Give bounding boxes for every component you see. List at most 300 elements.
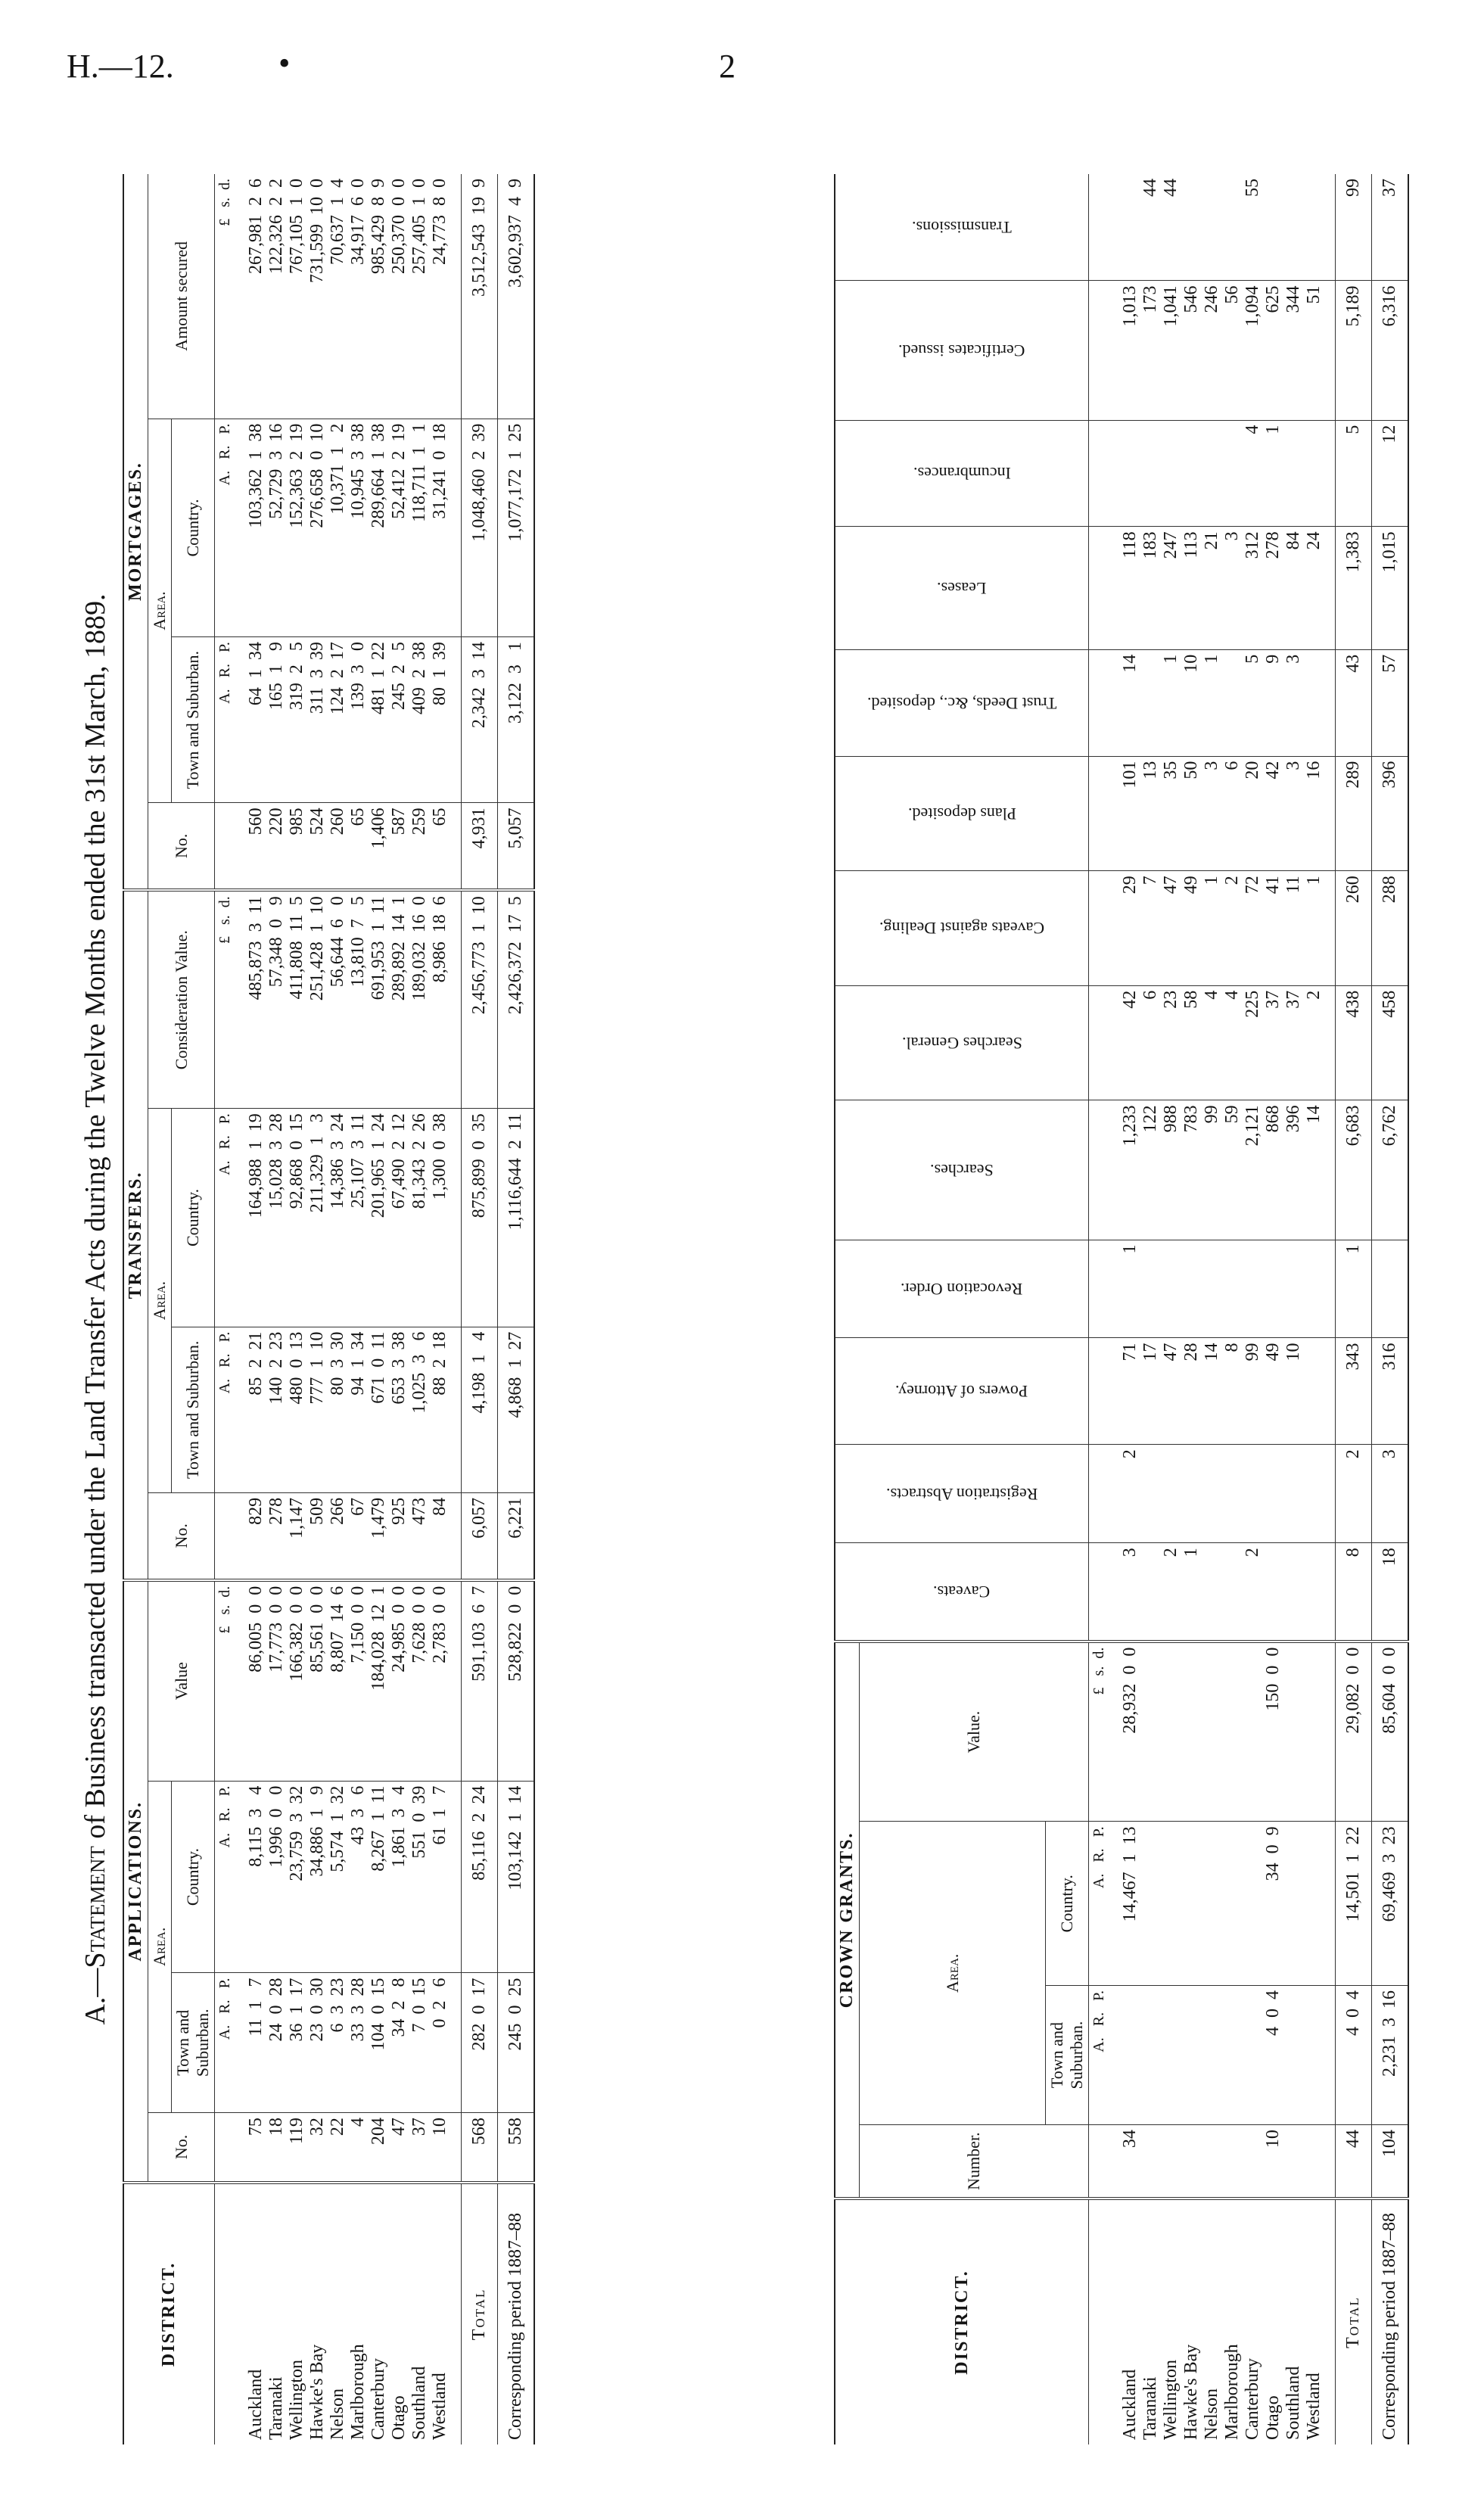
cell-country: 14,467 1 13 (1109, 1822, 1140, 1986)
cell-a-country: 5,574 1 32 (328, 1781, 348, 1973)
district-cell: Westland (1304, 2373, 1324, 2440)
table-row (307, 174, 328, 2444)
cell-m-amount: 3,602,937 4 9 (498, 174, 535, 419)
cell-a-country: 85,116 2 24 (462, 1781, 498, 1973)
cell-m-no: 560 (235, 803, 266, 890)
cell-m-no: 524 (307, 803, 328, 890)
cell-col-7: 13 (1140, 756, 1161, 871)
cell-country (1161, 1822, 1181, 1986)
cell-col-10 (1202, 420, 1222, 527)
cell-col-8: 14 (1109, 649, 1140, 756)
transfers-header: TRANSFERS. (123, 890, 148, 1580)
app-no-header: No. (148, 2113, 215, 2183)
cell-col-3 (1202, 1240, 1222, 1338)
cell-a-no: 119 (287, 2113, 307, 2183)
cell-town (1140, 1986, 1161, 2125)
cell-t-value: 289,892 14 1 (389, 890, 409, 1108)
page-number: 2 (719, 48, 736, 85)
cell-col-1: 2 (1109, 1445, 1140, 1543)
mo-country-header: Country. (172, 419, 215, 636)
cell-col-2: 17 (1140, 1338, 1161, 1445)
unit-area: A. R. P. (215, 1781, 236, 1973)
cell-col-8: 43 (1336, 649, 1372, 756)
cell-t-country: 67,490 2 12 (389, 1109, 409, 1327)
cell-t-country: 15,028 3 28 (266, 1109, 287, 1327)
cell-col-12 (1109, 174, 1140, 281)
table-row (1304, 174, 1336, 2444)
cell-col-12: 44 (1140, 174, 1161, 281)
cell-col-9: 247 (1161, 527, 1181, 649)
cell-col-1 (1243, 1445, 1263, 1543)
cell-col-0: 8 (1336, 1543, 1372, 1642)
cell-number (1161, 2125, 1181, 2199)
cell-m-town: 80 1 39 (430, 637, 462, 803)
cell-col-11: 6,316 (1372, 281, 1409, 420)
cell-m-no: 985 (287, 803, 307, 890)
cell-col-9: 118 (1109, 527, 1140, 649)
unit-money: £ s. d. (215, 890, 236, 1108)
cell-t-town: 4,868 1 27 (498, 1327, 535, 1492)
cell-col-11: 5,189 (1336, 281, 1372, 420)
cell-a-no: 22 (328, 2113, 348, 2183)
cell-m-country: 52,729 3 16 (266, 419, 287, 636)
cell-m-amount: 985,429 8 9 (369, 174, 389, 419)
cell-col-10: 4 (1243, 420, 1263, 527)
cell-col-8: 3 (1283, 649, 1304, 756)
cell-col-0: 18 (1372, 1543, 1409, 1642)
cell-col-9: 21 (1202, 527, 1222, 649)
cell-t-no: 1,479 (369, 1492, 389, 1579)
cell-value (1161, 1642, 1181, 1822)
cell-a-no: 75 (235, 2113, 266, 2183)
cell-col-2: 10 (1283, 1338, 1304, 1445)
cell-country (1283, 1822, 1304, 1986)
cell-a-value: 528,822 0 0 (498, 1580, 535, 1781)
title-smallcaps: Statement (79, 1846, 111, 1968)
cell-col-8: 10 (1181, 649, 1202, 756)
cell-col-10 (1140, 420, 1161, 527)
cell-m-town: 311 3 39 (307, 637, 328, 803)
cell-col-6: 41 (1263, 871, 1283, 986)
district-cell: Canterbury (369, 2358, 388, 2440)
cell-col-1: 2 (1336, 1445, 1372, 1543)
cg-country-header: Country. (1046, 1822, 1089, 1986)
district-cell: Southland (409, 2366, 429, 2440)
cell-col-5: 58 (1181, 985, 1202, 1100)
col-caveats: Caveats. (933, 1582, 991, 1601)
cg-number-header: Number. (860, 2125, 1089, 2199)
cell-col-12: 37 (1372, 174, 1409, 281)
cell-col-11: 546 (1181, 281, 1202, 420)
cell-t-no: 925 (389, 1492, 409, 1579)
cell-col-8: 9 (1263, 649, 1283, 756)
cell-m-no: 4,931 (462, 803, 498, 890)
cell-town (1304, 1986, 1336, 2125)
district-cell: Westland (430, 2373, 450, 2440)
cell-col-8: 1 (1202, 649, 1222, 756)
cell-col-1 (1283, 1445, 1304, 1543)
cell-col-0: 2 (1161, 1543, 1181, 1642)
cell-col-2 (1304, 1338, 1336, 1445)
cell-t-country: 81,343 2 26 (409, 1109, 430, 1327)
cell-m-amount: 122,326 2 2 (266, 174, 287, 419)
col-searches: Searches. (930, 1160, 994, 1180)
cell-a-no: 4 (348, 2113, 369, 2183)
cell-col-5: 23 (1161, 985, 1181, 1100)
unit-area: A. R. P. (215, 419, 236, 636)
cell-col-4: 988 (1161, 1100, 1181, 1240)
cell-col-3 (1283, 1240, 1304, 1338)
cell-col-1 (1140, 1445, 1161, 1543)
cell-m-amount: 3,512,543 19 9 (462, 174, 498, 419)
cell-town (1161, 1986, 1181, 2125)
unit-area: A. R. P. (215, 1109, 236, 1327)
district-cell: Southland (1283, 2366, 1303, 2440)
cell-col-3: 1 (1109, 1240, 1140, 1338)
cell-a-no: 18 (266, 2113, 287, 2183)
cell-a-value: 2,783 0 0 (430, 1580, 462, 1781)
cell-col-12: 99 (1336, 174, 1372, 281)
cell-t-no: 278 (266, 1492, 287, 1579)
cell-col-5: 4 (1222, 985, 1243, 1100)
table-row (409, 174, 430, 2444)
cell-m-country: 1,077,172 1 25 (498, 419, 535, 636)
rotated-statement (70, 144, 1424, 2475)
cell-m-country: 289,664 1 38 (369, 419, 389, 636)
table-row (1263, 174, 1283, 2444)
cell-col-2: 28 (1181, 1338, 1202, 1445)
crown-grants-table (834, 174, 1409, 2444)
cell-m-country: 1,048,460 2 39 (462, 419, 498, 636)
cell-col-6: 288 (1372, 871, 1409, 986)
cell-m-no: 259 (409, 803, 430, 890)
page-dot: • (278, 45, 291, 82)
district-cell: Total (462, 2183, 498, 2444)
cell-country (1222, 1822, 1243, 1986)
cell-a-value: 166,382 0 0 (287, 1580, 307, 1781)
cell-t-country: 875,899 0 35 (462, 1109, 498, 1327)
cell-col-1 (1202, 1445, 1222, 1543)
cell-a-town: 6 3 23 (328, 1973, 348, 2113)
cell-col-0: 1 (1181, 1543, 1202, 1642)
cell-country: 69,469 3 23 (1372, 1822, 1409, 1986)
cell-t-no: 6,057 (462, 1492, 498, 1579)
cg-town-header: Town and Suburban. (1046, 1986, 1089, 2125)
cell-country (1243, 1822, 1263, 1986)
cell-col-7: 35 (1161, 756, 1181, 871)
cell-m-country: 52,412 2 19 (389, 419, 409, 636)
cell-col-0: 3 (1109, 1543, 1140, 1642)
cell-a-country: 1,996 0 0 (266, 1781, 287, 1973)
mortgages-header: MORTGAGES. (123, 174, 148, 890)
cell-col-7: 3 (1283, 756, 1304, 871)
cell-a-town: 33 3 28 (348, 1973, 369, 2113)
cell-m-town: 64 1 34 (235, 637, 266, 803)
table-row (462, 174, 498, 2444)
cell-m-no: 65 (430, 803, 462, 890)
cell-value (1304, 1642, 1336, 1822)
district-cell: Marlborough (1222, 2344, 1242, 2440)
cell-a-town: 104 0 15 (369, 1973, 389, 2113)
cell-col-5: 458 (1372, 985, 1409, 1100)
cell-t-town: 88 2 18 (430, 1327, 462, 1492)
cell-col-3: 1 (1336, 1240, 1372, 1338)
cell-t-no: 67 (348, 1492, 369, 1579)
district-cell: Otago (1263, 2395, 1283, 2440)
cell-col-3 (1304, 1240, 1336, 1338)
cell-col-10 (1283, 420, 1304, 527)
cell-m-amount: 34,917 6 0 (348, 174, 369, 419)
cell-col-10 (1181, 420, 1202, 527)
cell-col-12 (1222, 174, 1243, 281)
cell-col-4: 868 (1263, 1100, 1283, 1240)
unit-area: A. R. P. (215, 1973, 236, 2113)
cell-a-no: 558 (498, 2113, 535, 2183)
col-trust-deeds: Trust Deeds, &c., deposited. (866, 693, 1057, 713)
table-row (1140, 174, 1161, 2444)
col-transmissions: Transmissions. (912, 218, 1012, 238)
cell-col-12 (1304, 174, 1336, 281)
table-row (328, 174, 348, 2444)
cell-m-country: 10,945 3 38 (348, 419, 369, 636)
cell-t-country: 1,300 0 38 (430, 1109, 462, 1327)
cell-a-country: 103,142 1 14 (498, 1781, 535, 1973)
cell-col-7: 20 (1243, 756, 1263, 871)
table-row (235, 174, 266, 2444)
cell-col-8 (1140, 649, 1161, 756)
cell-col-4: 783 (1181, 1100, 1202, 1240)
cell-value (1243, 1642, 1263, 1822)
cell-town (1109, 1986, 1140, 2125)
cell-col-10 (1109, 420, 1140, 527)
cell-col-12: 55 (1243, 174, 1263, 281)
cell-col-3 (1263, 1240, 1283, 1338)
district-cell: Auckland (1120, 2369, 1140, 2440)
cell-town (1243, 1986, 1263, 2125)
cell-col-9: 1,015 (1372, 527, 1409, 649)
district-cell: Corresponding period 1887–88 (498, 2183, 535, 2444)
crown-grants-table-body (1089, 174, 1409, 2444)
cell-m-no: 1,406 (369, 803, 389, 890)
col-certificates-issued: Certificates issued. (898, 341, 1025, 361)
cell-t-town: 1,025 3 6 (409, 1327, 430, 1492)
cell-number: 34 (1109, 2125, 1140, 2199)
cell-town (1283, 1986, 1304, 2125)
unit-money: £ s. d. (1089, 1642, 1110, 1822)
cell-col-6: 11 (1283, 871, 1304, 986)
cell-a-value: 7,150 0 0 (348, 1580, 369, 1781)
cell-col-1 (1181, 1445, 1202, 1543)
cell-col-4: 6,762 (1372, 1100, 1409, 1240)
cell-col-9: 113 (1181, 527, 1202, 649)
cell-m-town: 319 2 5 (287, 637, 307, 803)
cell-number: 104 (1372, 2125, 1409, 2199)
district-cell: Corresponding period 1887–88 (1372, 2199, 1409, 2444)
cell-col-6: 2 (1222, 871, 1243, 986)
cell-value (1202, 1642, 1222, 1822)
cell-col-12 (1181, 174, 1202, 281)
cell-t-country: 201,965 1 24 (369, 1109, 389, 1327)
cell-col-9: 1,383 (1336, 527, 1372, 649)
cell-town (1181, 1986, 1202, 2125)
cell-col-7: 42 (1263, 756, 1283, 871)
cell-col-4: 14 (1304, 1100, 1336, 1240)
cell-country: 14,501 1 22 (1336, 1822, 1372, 1986)
cell-m-country: 118,711 1 1 (409, 419, 430, 636)
col-registration-abstracts: Registration Abstracts. (885, 1484, 1038, 1504)
cell-col-4: 99 (1202, 1100, 1222, 1240)
cell-col-2: 8 (1222, 1338, 1243, 1445)
unit-money: £ s. d. (215, 1580, 236, 1781)
unit-area: A. R. P. (215, 1327, 236, 1492)
table-row (1181, 174, 1202, 2444)
cell-t-country: 1,116,644 2 11 (498, 1109, 535, 1327)
cell-m-no: 587 (389, 803, 409, 890)
cell-col-5: 4 (1202, 985, 1222, 1100)
cell-col-3 (1222, 1240, 1243, 1338)
cell-m-amount: 767,105 1 0 (287, 174, 307, 419)
cell-t-no: 829 (235, 1492, 266, 1579)
statement-title (79, 144, 112, 2475)
cell-t-country: 14,386 3 24 (328, 1109, 348, 1327)
cell-town: 2,231 3 16 (1372, 1986, 1409, 2125)
cell-m-town: 165 1 9 (266, 637, 287, 803)
cell-col-9: 84 (1283, 527, 1304, 649)
cell-col-5: 6 (1140, 985, 1161, 1100)
cell-m-country: 103,362 1 38 (235, 419, 266, 636)
tr-area-header: Area. (148, 1109, 172, 1493)
tr-town-header: Town and Suburban. (172, 1327, 215, 1492)
cell-a-country: 61 1 7 (430, 1781, 462, 1973)
cell-col-9: 278 (1263, 527, 1283, 649)
cell-value (1140, 1642, 1161, 1822)
cell-m-amount: 731,599 10 0 (307, 174, 328, 419)
table-row (287, 174, 307, 2444)
cell-col-8 (1222, 649, 1243, 756)
unit-money: £ s. d. (215, 174, 236, 419)
cell-col-11: 1,041 (1161, 281, 1181, 420)
district-cell: Wellington (287, 2359, 306, 2440)
cell-t-value: 411,808 11 5 (287, 890, 307, 1108)
cell-col-2: 47 (1161, 1338, 1181, 1445)
cell-col-0 (1263, 1543, 1283, 1642)
cell-value: 28,932 0 0 (1109, 1642, 1140, 1822)
cell-t-no: 1,147 (287, 1492, 307, 1579)
cell-col-10 (1161, 420, 1181, 527)
district-cell: Otago (389, 2395, 409, 2440)
cell-col-4: 59 (1222, 1100, 1243, 1240)
cell-town (1202, 1986, 1222, 2125)
cell-col-2: 14 (1202, 1338, 1222, 1445)
cell-t-town: 671 0 11 (369, 1327, 389, 1492)
cell-col-0 (1222, 1543, 1243, 1642)
cell-col-11: 246 (1202, 281, 1222, 420)
cell-town (1222, 1986, 1243, 2125)
table-row (1283, 174, 1304, 2444)
mo-area-header: Area. (148, 419, 172, 803)
cell-town: 4 0 4 (1336, 1986, 1372, 2125)
cell-t-value: 691,953 1 11 (369, 890, 389, 1108)
cell-a-town: 34 2 8 (389, 1973, 409, 2113)
cell-number (1304, 2125, 1336, 2199)
cell-a-value: 7,628 0 0 (409, 1580, 430, 1781)
cell-col-2: 316 (1372, 1338, 1409, 1445)
cell-col-9: 312 (1243, 527, 1263, 649)
district-cell: Canterbury (1243, 2358, 1262, 2440)
cell-a-value: 184,028 12 1 (369, 1580, 389, 1781)
cell-country (1202, 1822, 1222, 1986)
col-revocation-order: Revocation Order. (901, 1280, 1023, 1299)
cell-number (1181, 2125, 1202, 2199)
cell-t-value: 251,428 1 10 (307, 890, 328, 1108)
cell-col-11: 344 (1283, 281, 1304, 420)
app-country-header: Country. (172, 1781, 215, 1973)
district-cell: Wellington (1161, 2359, 1181, 2440)
cell-col-6: 260 (1336, 871, 1372, 986)
unit-area: A. R. P. (1089, 1822, 1110, 1986)
cell-a-town: 36 1 17 (287, 1973, 307, 2113)
col-plans-deposited: Plans deposited. (907, 804, 1016, 823)
cell-a-country: 8,115 3 4 (235, 1781, 266, 1973)
cell-col-0 (1140, 1543, 1161, 1642)
cell-col-5: 42 (1109, 985, 1140, 1100)
col-caveats-against-dealing: Caveats against Dealing. (879, 919, 1045, 938)
cell-col-5: 37 (1283, 985, 1304, 1100)
cell-t-value: 485,873 3 11 (235, 890, 266, 1108)
col-powers-of-attorney: Powers of Attorney. (895, 1382, 1028, 1402)
cell-col-11: 1,013 (1109, 281, 1140, 420)
cg-value-header: Value. (860, 1642, 1089, 1822)
cell-country: 34 0 9 (1263, 1822, 1283, 1986)
cell-col-0 (1202, 1543, 1222, 1642)
cell-col-8: 57 (1372, 649, 1409, 756)
col-incumbrances: Incumbrances. (913, 464, 1011, 484)
cell-col-11: 56 (1222, 281, 1243, 420)
cell-t-no: 473 (409, 1492, 430, 1579)
cell-country (1181, 1822, 1202, 1986)
table-row (1202, 174, 1222, 2444)
cell-m-town: 409 2 38 (409, 637, 430, 803)
cell-m-town: 245 2 5 (389, 637, 409, 803)
cell-col-4: 122 (1140, 1100, 1161, 1240)
cell-col-8: 1 (1161, 649, 1181, 756)
cell-m-country: 31,241 0 18 (430, 419, 462, 636)
cell-col-0: 2 (1243, 1543, 1263, 1642)
table-row (266, 174, 287, 2444)
cell-a-value: 8,807 14 6 (328, 1580, 348, 1781)
table-row (498, 174, 535, 2444)
cell-col-5: 2 (1304, 985, 1336, 1100)
cell-col-6: 29 (1109, 871, 1140, 986)
cell-m-town: 3,122 3 1 (498, 637, 535, 803)
cell-number: 44 (1336, 2125, 1372, 2199)
cell-m-no: 5,057 (498, 803, 535, 890)
cell-t-value: 2,426,372 17 5 (498, 890, 535, 1108)
cell-a-town: 245 0 25 (498, 1973, 535, 2113)
cell-t-country: 25,107 3 11 (348, 1109, 369, 1327)
app-value-header: Value (148, 1580, 215, 1781)
cell-t-town: 80 3 30 (328, 1327, 348, 1492)
cell-m-amount: 250,370 0 0 (389, 174, 409, 419)
cell-value: 85,604 0 0 (1372, 1642, 1409, 1822)
app-town-header: Town and Suburban. (172, 1973, 215, 2113)
cell-col-3 (1140, 1240, 1161, 1338)
cell-value (1222, 1642, 1243, 1822)
cell-m-amount: 257,405 1 0 (409, 174, 430, 419)
cell-col-7: 50 (1181, 756, 1202, 871)
district-cell: Nelson (328, 2388, 347, 2440)
cell-col-10: 12 (1372, 420, 1409, 527)
